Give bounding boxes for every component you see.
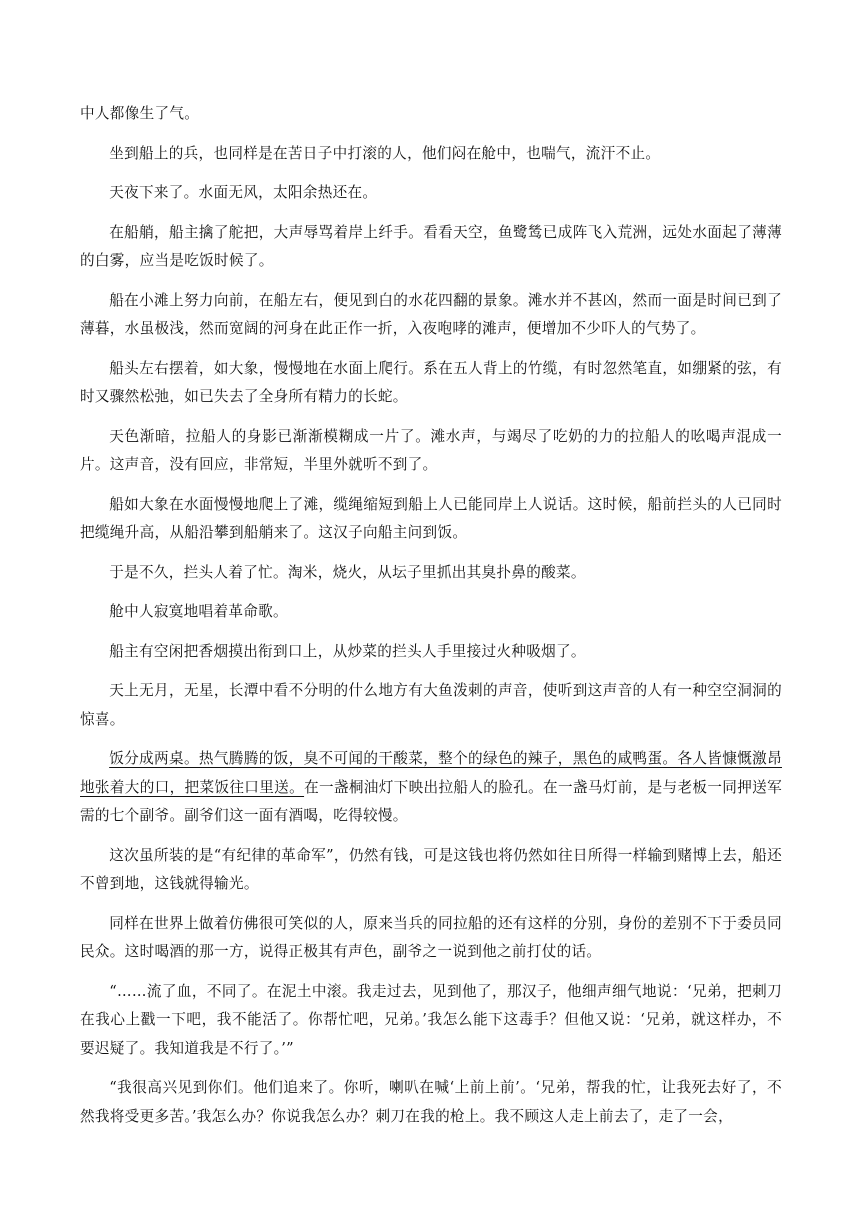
paragraph-text: “我很高兴见到你们。他们追来了。你听，喇叭在喊‘上前上前’。‘兄弟，帮我的忙，让我死去好了，不然我将受更多苦。’我怎么办？你说我怎么办？刺刀在我的枪上。我不顾这人走上前去了，走了一会，	[80, 1079, 782, 1125]
paragraph-text: 在船艄，船主擒了舵把，大声辱骂着岸上纤手。看看天空，鱼鹭鸶已成阵飞入荒洲，远处水面起了薄薄的白雾，应当是吃饭时候了。	[80, 223, 782, 269]
paragraph-text: 在一盏桐油灯下映出拉船人的脸孔。在一盏马灯前，是与老板一同押送军需的七个副爷。副爷们这一面有酒喝，吃得较慢。	[80, 778, 782, 824]
paragraph	[80, 100, 782, 129]
paragraph-text: 于是不久，拦头人着了忙。淘米，烧火，从坛子里抓出其臭扑鼻的酸菜。	[109, 563, 586, 581]
paragraph-text: 船如大象在水面慢慢地爬上了滩，缆绳缩短到船上人已能同岸上人说话。这时候，船前拦头的人已同时把缆绳升高，从船沿攀到船艄来了。这汉子向船主问到饭。	[80, 495, 782, 541]
paragraph-text: 这次虽所装的是“有纪律的革命军”，仍然有钱，可是这钱也将仍然如往日所得一样输到赌博上去，船还不曾到地，这钱就得输光。	[80, 846, 782, 892]
paragraph	[80, 910, 782, 967]
paragraph-text: 船在小滩上努力向前，在船左右，便见到白的水花四翻的景象。滩水并不甚凶，然而一面是时间已到了薄暮，水虽极浅，然而宽阔的河身在此正作一折，入夜咆哮的滩声，便增加不少吓人的气势了。	[80, 291, 782, 337]
paragraph	[80, 978, 782, 1064]
paragraph-text: 船主有空闲把香烟摸出衔到口上，从炒菜的拦头人手里接过火种吸烟了。	[109, 642, 586, 660]
paragraph-text: “……流了血，不同了。在泥土中滚。我走过去，见到他了，那汉子，他细声细气地说：‘兄弟，把刺刀在我心上戳一下吧，我不能活了。你帮忙吧，兄弟。’我怎么能下这毒手？但他又说：‘兄弟，就这样办，不要迟疑了。我知道我是不行了。’”	[80, 982, 782, 1057]
paragraph-text: 中人都像生了气。	[80, 105, 200, 122]
paragraph	[80, 638, 782, 667]
paragraph	[80, 677, 782, 734]
paragraph	[80, 559, 782, 588]
paragraph	[80, 140, 782, 169]
paragraph	[80, 598, 782, 627]
paragraph-text: 船头左右摆着，如大象，慢慢地在水面上爬行。系在五人背上的竹缆，有时忽然笔直，如绷紧的弦，有时又骤然松弛，如已失去了全身所有精力的长蛇。	[80, 359, 782, 405]
paragraph-text: 同样在世界上做着仿佛很可笑似的人，原来当兵的同拉船的还有这样的分别，身份的差别不下于委员同民众。这时喝酒的那一方，说得正极其有声色，副爷之一说到他之前打仗的话。	[80, 914, 782, 960]
paragraph	[80, 423, 782, 480]
paragraph	[80, 842, 782, 899]
paragraph-text: 舱中人寂寞地唱着革命歌。	[109, 603, 288, 620]
paragraph-text: 天上无月，无星，长潭中看不分明的什么地方有大鱼泼刺的声音，使听到这声音的人有一种空空洞洞的惊喜。	[80, 682, 782, 728]
paragraph-text: 天夜下来了。水面无风，太阳余热还在。	[109, 184, 378, 201]
paragraph	[80, 355, 782, 412]
underlined-passage: 饭分成两桌。热气腾腾的饭，臭不可闻的干酸菜，整个的绿色的辣子，黑色的咸鸭蛋。各人皆慷慨激昂地张着大的口，把菜饭往口里送。	[80, 750, 782, 796]
paragraph-text: 坐到船上的兵，也同样是在苦日子中打滚的人，他们闷在舱中，也喘气，流汗不止。	[109, 144, 661, 162]
paragraph	[80, 491, 782, 548]
paragraph	[80, 219, 782, 276]
paragraph	[80, 1074, 782, 1131]
paragraph	[80, 179, 782, 208]
paragraph-text: 天色渐暗，拉船人的身影已渐渐模糊成一片了。滩水声，与竭尽了吃奶的力的拉船人的吆喝声混成一片。这声音，没有回应，非常短，半里外就听不到了。	[80, 427, 782, 473]
paragraph-with-underline	[80, 745, 782, 831]
paragraph	[80, 287, 782, 344]
